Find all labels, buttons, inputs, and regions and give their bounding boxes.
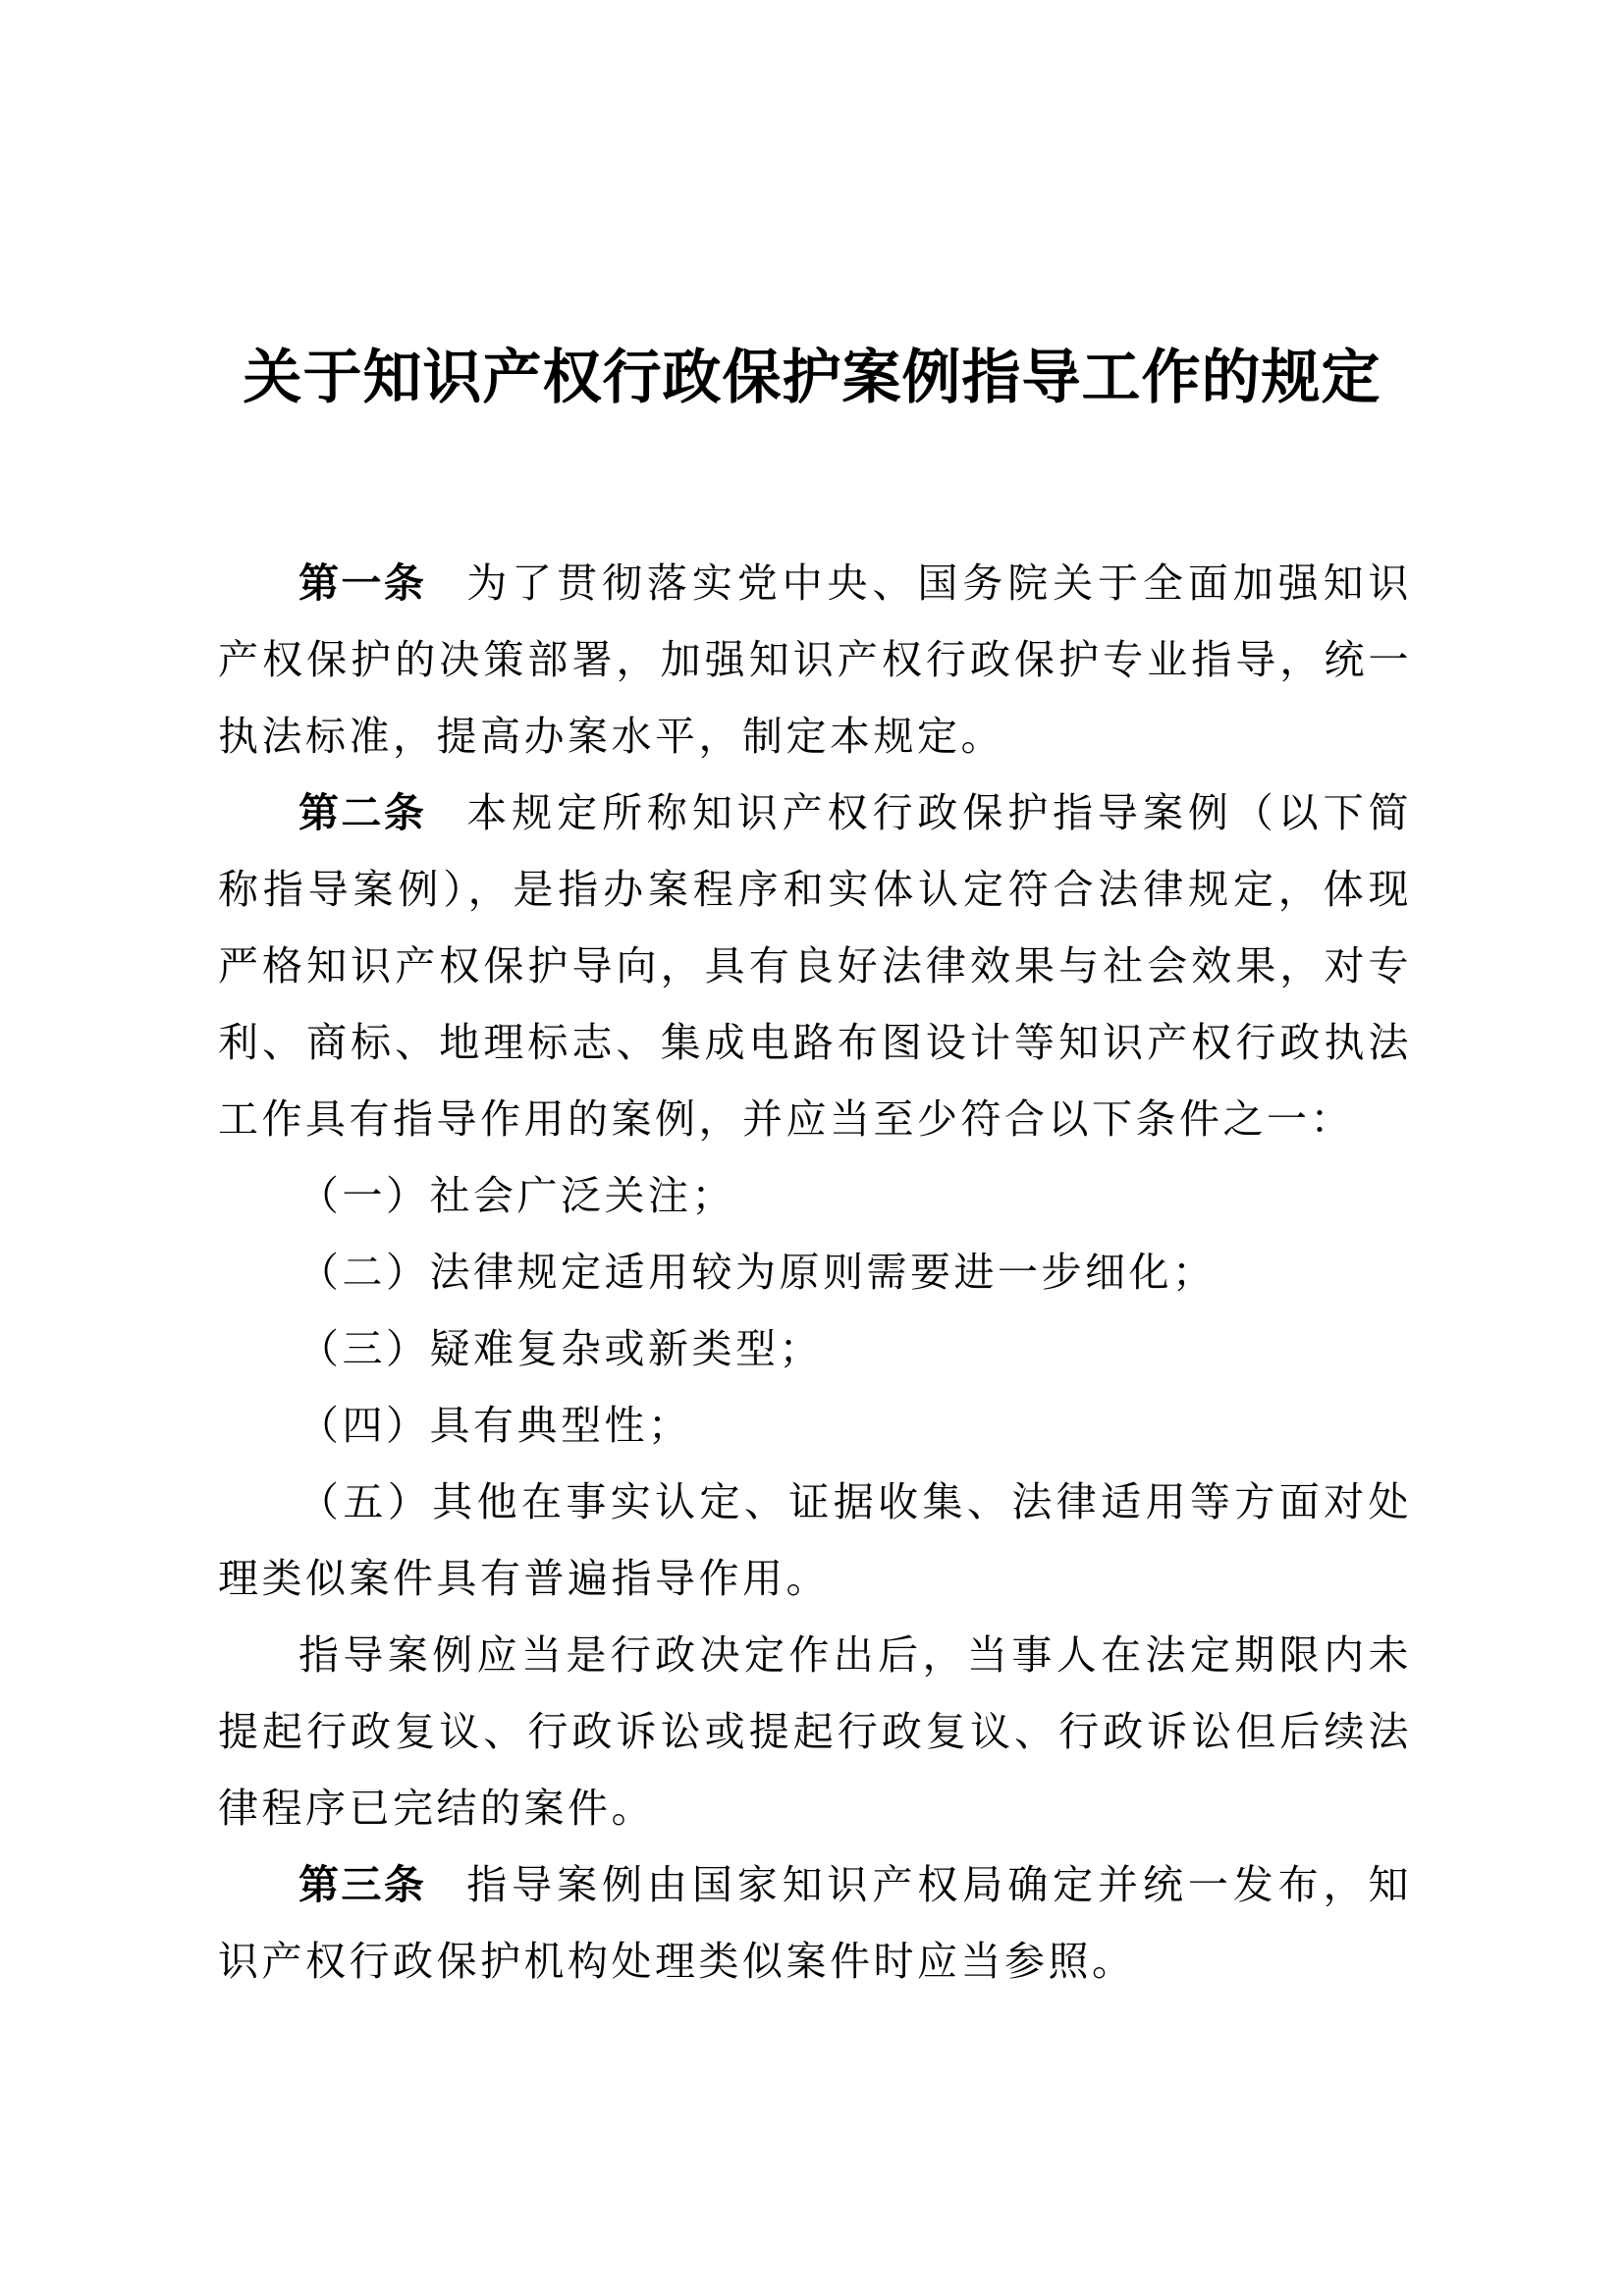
condition-item: （四）具有典型性； [298, 1402, 692, 1449]
article-number: 第一条 [298, 560, 427, 607]
article-text: 本规定所称知识产权行政保护指导案例（以下简称指导案例），是指办案程序和实体认定符合法律规定，体现严格知识产权保护导向，具有良好法律效果与社会效果，对专利、商标、地理标志、集成电路布图设计等知识产权行政执法工作具有指导作用的案例，并应当至少符合以下条件之一： [218, 789, 1413, 1143]
condition-item: （一）社会广泛关注； [298, 1172, 735, 1219]
article-text: 为了贯彻落实党中央、国务院关于全面加强知识产权保护的决策部署，加强知识产权行政保护专业指导，统一执法标准，提高办案水平，制定本规定。 [218, 560, 1413, 760]
condition-item: （五）其他在事实认定、证据收集、法律适用等方面对处理类似案件具有普遍指导作用。 [218, 1478, 1412, 1602]
article-number: 第二条 [298, 789, 427, 836]
article-number: 第三条 [298, 1861, 427, 1908]
condition-item: （二）法律规定适用较为原则需要进一步细化； [298, 1249, 1217, 1296]
document-body [218, 545, 1412, 2000]
article-text: 指导案例由国家知识产权局确定并统一发布，知识产权行政保护机构处理类似案件时应当参照。 [218, 1861, 1413, 1985]
article-1 [218, 545, 1412, 774]
condition-item: （三）疑难复杂或新类型； [298, 1325, 823, 1372]
document-title: 关于知识产权行政保护案例指导工作的规定 [243, 344, 1381, 412]
article-3 [218, 1846, 1412, 2000]
guidance-case-paragraph: 指导案例应当是行政决定作出后，当事人在法定期限内未提起行政复议、行政诉讼或提起行政复议、行政诉讼但后续法律程序已完结的案件。 [218, 1631, 1412, 1832]
article-2 [218, 774, 1412, 1157]
